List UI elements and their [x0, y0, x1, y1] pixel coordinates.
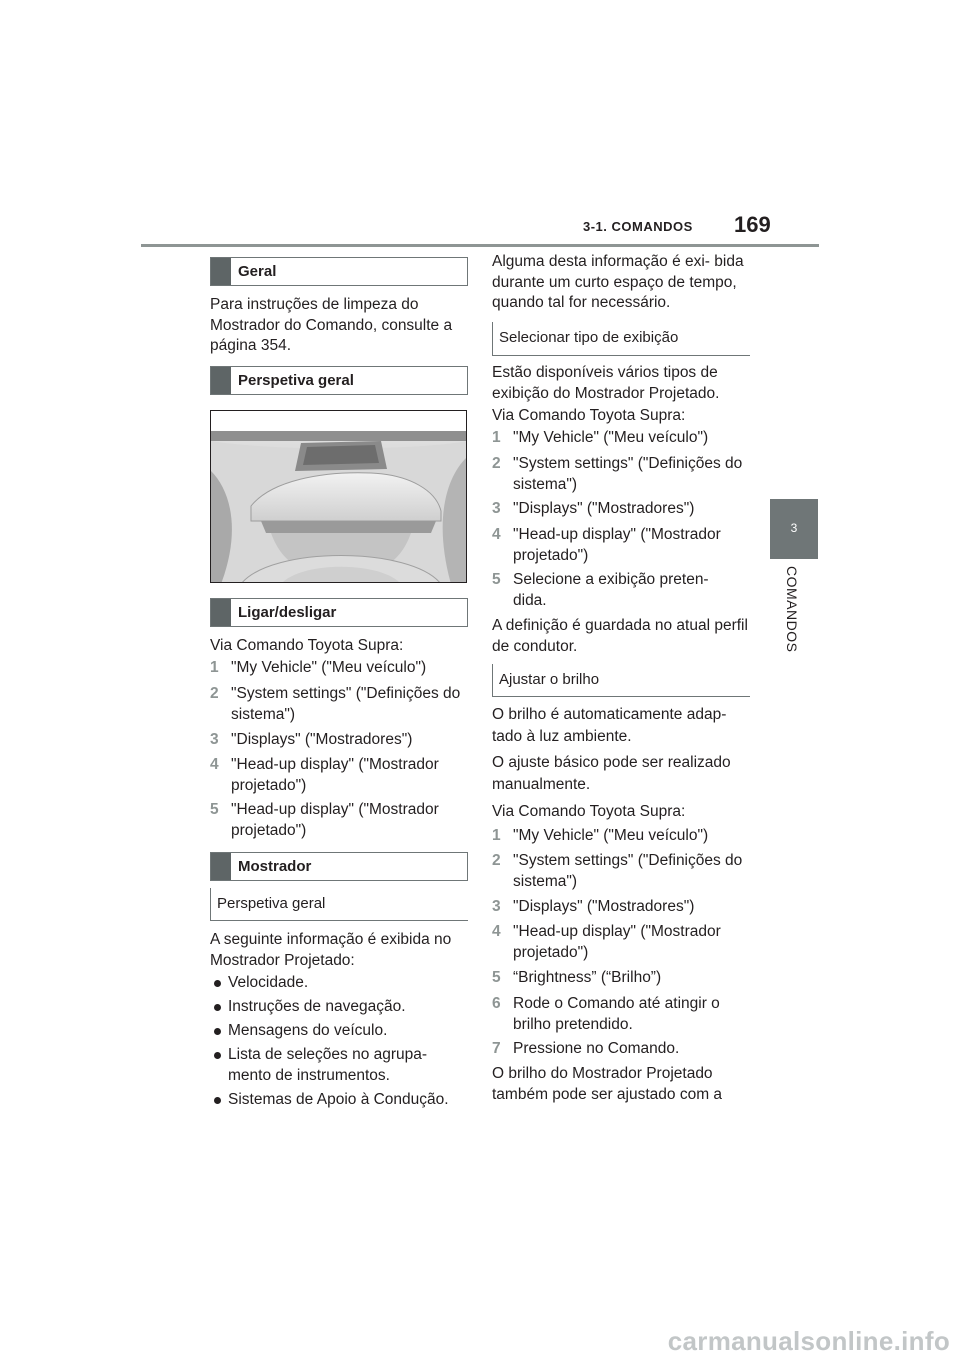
step-number: 1 — [492, 429, 501, 446]
step-item — [492, 499, 750, 521]
subheading-ajustar-brilho — [492, 664, 750, 697]
section-heading-ligar — [210, 598, 468, 627]
step-item — [210, 800, 470, 842]
step-text: "Displays" ("Mostradores") — [513, 898, 695, 915]
running-header-section: 3-1. COMANDOS — [583, 219, 693, 234]
bullet-dot — [214, 980, 221, 987]
watermark — [0, 1326, 960, 1357]
step-number: 2 — [210, 685, 219, 702]
section-heading-geral — [210, 257, 468, 286]
step-item — [492, 454, 750, 496]
step-text: "Head-up display" ("Mostrador projetado") — [231, 756, 439, 794]
bullet-item — [210, 973, 470, 995]
step-text: "Head-up display" ("Mostrador projetado") — [513, 526, 721, 564]
chapter-tab-number: 3 — [790, 521, 798, 535]
step-item — [492, 994, 750, 1036]
bullet-item — [210, 1045, 470, 1087]
paragraph-brilho-1: O brilho é automaticamente adap- tado à luz ambiente. — [492, 706, 727, 745]
step-text: "Head-up display" ("Mostrador projetado") — [231, 801, 439, 839]
step-item — [492, 897, 750, 919]
step-number: 4 — [210, 756, 219, 773]
section-heading-mostrador — [210, 852, 468, 881]
section-heading-text: Mostrador — [238, 858, 312, 875]
paragraph-tipo-note: A definição é guardada no atual perfil de condutor. — [492, 617, 748, 655]
step-text: "System settings" ("Definições do sistema") — [513, 455, 743, 493]
step-number: 4 — [492, 923, 501, 940]
bullet-dot — [214, 1097, 221, 1104]
bullet-text: Sistemas de Apoio à Condução. — [228, 1091, 449, 1108]
step-item — [492, 826, 750, 848]
subheading-text: Perspetiva geral — [217, 895, 326, 912]
bullet-item — [210, 1090, 470, 1112]
step-text: Rode o Comando até atingir o brilho pretendido. — [513, 995, 720, 1033]
heading-bar — [211, 258, 231, 285]
subheading-text: Ajustar o brilho — [499, 671, 600, 688]
subheading-text: Selecionar tipo de exibição — [499, 329, 679, 346]
step-number: 5 — [210, 801, 219, 818]
paragraph-tipo: Estão disponíveis vários tipos de exibição do Mostrador Projetado. — [492, 364, 720, 402]
step-number: 3 — [492, 898, 501, 915]
section-heading-text: Ligar/desligar — [238, 604, 337, 621]
heading-bar — [211, 853, 231, 880]
step-text: Selecione a exibição preten- dida. — [513, 571, 709, 609]
section-heading-text: Perspetiva geral — [238, 372, 354, 389]
step-number: 1 — [492, 827, 501, 844]
bullet-text: Instruções de navegação. — [228, 998, 406, 1015]
step-text: "My Vehicle" ("Meu veículo") — [513, 827, 709, 844]
step-number: 5 — [492, 571, 501, 588]
hud-photo-graphic — [211, 411, 467, 583]
chapter-side-label — [772, 566, 816, 676]
paragraph-via: Via Comando Toyota Supra: — [210, 637, 404, 654]
bullet-text: Mensagens do veículo. — [228, 1022, 388, 1039]
bullet-text: Velocidade. — [228, 974, 309, 991]
step-item — [492, 428, 750, 450]
paragraph-brilho-outro: O brilho do Mostrador Projetado também pode ser ajustado com a — [492, 1065, 723, 1103]
watermark-text: carmanualsonline.info — [667, 1326, 950, 1356]
subheading-tipo-exibicao — [492, 322, 750, 356]
step-text: "Displays" ("Mostradores") — [513, 500, 695, 517]
step-item — [492, 851, 750, 893]
chapter-side-label-text: COMANDOS — [784, 566, 800, 653]
head-up-display-illustration — [210, 410, 467, 583]
paragraph-geral: Para instruções de limpeza do Mostrador do Comando, consulte a página 354. — [210, 296, 453, 354]
step-item — [210, 755, 470, 797]
heading-bar — [211, 599, 231, 626]
step-text: "My Vehicle" ("Meu veículo") — [513, 429, 709, 446]
step-text: "My Vehicle" ("Meu veículo") — [231, 659, 427, 676]
bullet-dot — [214, 1052, 221, 1059]
paragraph-via: Via Comando Toyota Supra: — [492, 407, 686, 424]
step-number: 1 — [210, 659, 219, 676]
paragraph-mostrador-intro: A seguinte informação é exibida no Mostrador Projetado: — [210, 931, 452, 969]
step-text: "System settings" ("Definições do sistema") — [513, 852, 743, 890]
step-text: "Displays" ("Mostradores") — [231, 731, 413, 748]
page-number: 169 — [734, 212, 771, 237]
heading-bar — [211, 367, 231, 394]
paragraph-right-intro: Alguma desta informação é exi- bida durante um curto espaço de tempo, quando tal for necessário. — [492, 253, 744, 311]
subheading-perspetiva-geral — [210, 888, 468, 921]
step-number: 7 — [492, 1040, 501, 1057]
step-item — [492, 1039, 750, 1061]
bullet-item — [210, 1021, 470, 1043]
bullet-dot — [214, 1028, 221, 1035]
step-number: 3 — [492, 500, 501, 517]
step-number: 5 — [492, 969, 501, 986]
paragraph-via: Via Comando Toyota Supra: — [492, 803, 686, 820]
step-number: 6 — [492, 995, 501, 1012]
bullet-dot — [214, 1004, 221, 1011]
step-item — [492, 922, 750, 964]
header-rule — [141, 244, 819, 247]
step-number: 3 — [210, 731, 219, 748]
step-text: "Head-up display" ("Mostrador projetado") — [513, 923, 721, 961]
paragraph-brilho-2: O ajuste básico pode ser realizado manualmente. — [492, 754, 731, 793]
step-text: "System settings" ("Definições do sistema") — [231, 685, 461, 723]
bullet-text: Lista de seleções no agrupa- mento de instrumentos. — [228, 1046, 428, 1084]
step-item — [210, 730, 470, 752]
chapter-tab — [770, 499, 818, 559]
step-number: 4 — [492, 526, 501, 543]
step-item — [210, 658, 470, 680]
section-heading-perspetiva — [210, 366, 468, 395]
step-number: 2 — [492, 455, 501, 472]
step-item — [210, 684, 470, 726]
step-item — [492, 570, 750, 612]
step-text: Pressione no Comando. — [513, 1040, 680, 1057]
bullet-item — [210, 997, 470, 1019]
step-item — [492, 968, 750, 990]
section-heading-text: Geral — [238, 263, 277, 280]
step-number: 2 — [492, 852, 501, 869]
step-text: “Brightness” (“Brilho”) — [513, 969, 662, 986]
step-item — [492, 525, 750, 567]
